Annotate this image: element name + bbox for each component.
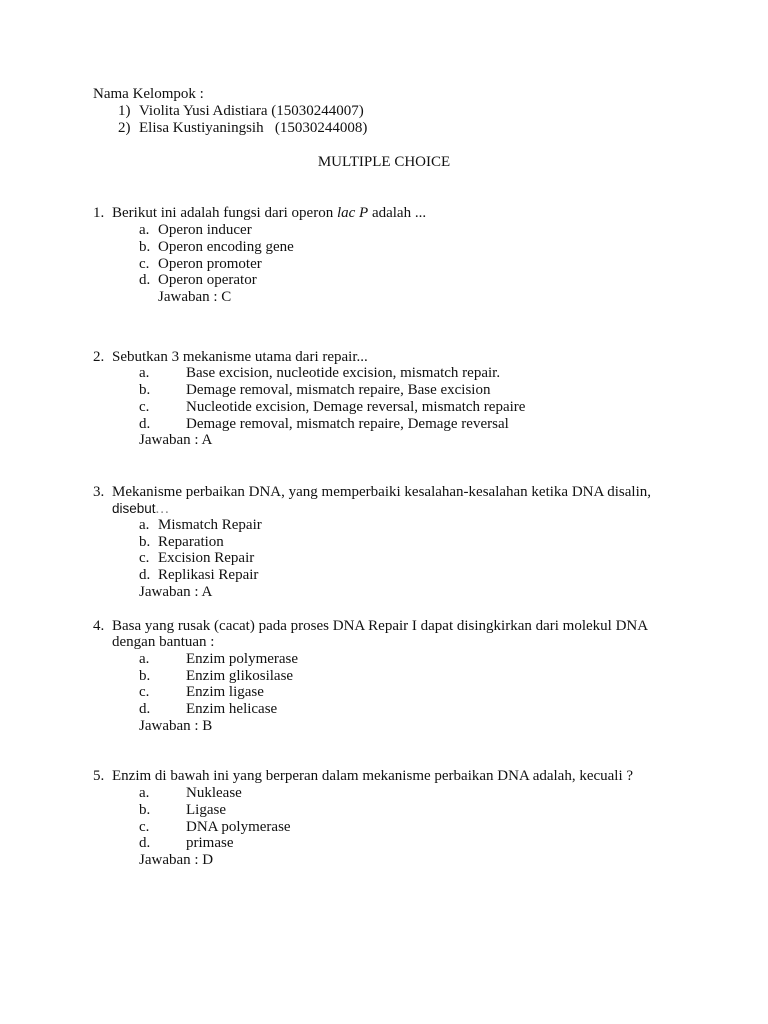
option-letter: d.: [139, 416, 151, 432]
option-text: Reparation: [158, 534, 224, 550]
group-label: Nama Kelompok :: [93, 86, 204, 102]
option-text: Enzim polymerase: [186, 651, 299, 667]
question-text-continued: disebut...: [112, 501, 170, 517]
question-number: 4.: [93, 618, 105, 634]
option-letter: c.: [139, 256, 150, 272]
option-text: primase: [186, 835, 234, 851]
question-text: Basa yang rusak (cacat) pada proses DNA Repair I dapat disingkirkan dari molekul DNA: [112, 618, 649, 634]
option-letter: a.: [139, 222, 150, 238]
question-text: Berikut ini adalah fungsi dari operon lac P adalah ...: [112, 205, 427, 221]
option-letter: d.: [139, 835, 151, 851]
option-letter: b.: [139, 534, 151, 550]
question-text: Mekanisme perbaikan DNA, yang memperbaiki kesalahan-kesalahan ketika DNA disalin,: [112, 484, 651, 500]
answer-text: Jawaban : A: [139, 584, 213, 600]
option-letter: d.: [139, 272, 151, 288]
option-text: Ligase: [186, 802, 226, 818]
option-text: Demage removal, mismatch repaire, Demage reversal: [186, 416, 509, 432]
option-text: Demage removal, mismatch repaire, Base excision: [186, 382, 491, 398]
question-text: Sebutkan 3 mekanisme utama dari repair...: [112, 349, 368, 365]
option-text: Nucleotide excision, Demage reversal, mismatch repaire: [186, 399, 526, 415]
option-letter: d.: [139, 701, 151, 717]
option-letter: b.: [139, 382, 151, 398]
question-text: Enzim di bawah ini yang berperan dalam mekanisme perbaikan DNA adalah, kecuali ?: [112, 768, 634, 784]
answer-text: Jawaban : D: [139, 852, 214, 868]
option-letter: c.: [139, 550, 150, 566]
option-letter: b.: [139, 239, 151, 255]
member-name: Elisa Kustiyaningsih (15030244008): [139, 120, 368, 136]
answer-text: Jawaban : A: [139, 432, 213, 448]
option-letter: d.: [139, 567, 151, 583]
option-letter: c.: [139, 819, 150, 835]
option-letter: b.: [139, 668, 151, 684]
answer-text: Jawaban : B: [139, 718, 213, 734]
option-letter: a.: [139, 651, 150, 667]
member-number: 1): [118, 103, 131, 119]
option-text: DNA polymerase: [186, 819, 291, 835]
option-text: Enzim glikosilase: [186, 668, 294, 684]
option-text: Operon operator: [158, 272, 257, 288]
question-number: 2.: [93, 349, 105, 365]
option-text: Base excision, nucleotide excision, mismatch repair.: [186, 365, 501, 381]
option-letter: a.: [139, 517, 150, 533]
option-text: Mismatch Repair: [158, 517, 262, 533]
option-text: Enzim helicase: [186, 701, 278, 717]
answer-text: Jawaban : C: [158, 289, 232, 305]
question-number: 3.: [93, 484, 105, 500]
option-text: Enzim ligase: [186, 684, 264, 700]
option-text: Operon inducer: [158, 222, 252, 238]
option-letter: c.: [139, 684, 150, 700]
option-text: Replikasi Repair: [158, 567, 259, 583]
option-text: Operon promoter: [158, 256, 262, 272]
option-letter: a.: [139, 785, 150, 801]
option-text: Nuklease: [186, 785, 242, 801]
question-text-continued: dengan bantuan :: [112, 634, 215, 650]
option-letter: c.: [139, 399, 150, 415]
member-number: 2): [118, 120, 131, 136]
question-number: 1.: [93, 205, 105, 221]
option-text: Operon encoding gene: [158, 239, 294, 255]
page-title: MULTIPLE CHOICE: [317, 154, 451, 170]
option-text: Excision Repair: [158, 550, 255, 566]
member-name: Violita Yusi Adistiara (15030244007): [139, 103, 364, 119]
option-letter: b.: [139, 802, 151, 818]
question-number: 5.: [93, 768, 105, 784]
option-letter: a.: [139, 365, 150, 381]
